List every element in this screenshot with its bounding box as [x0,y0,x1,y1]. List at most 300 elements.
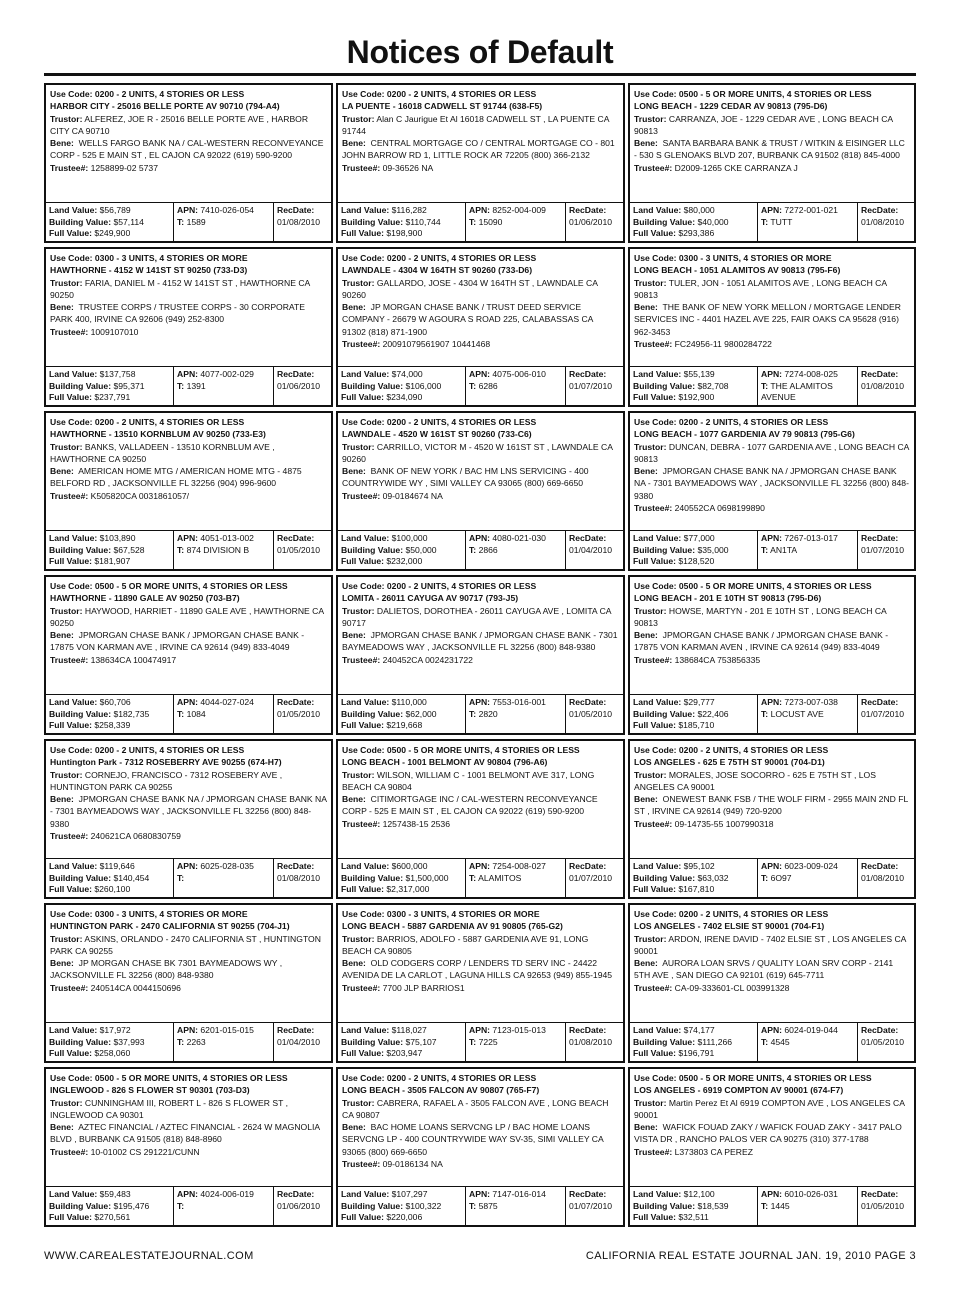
use-code: Use Code: 0300 - 3 UNITS, 4 STORIES OR MORE [634,253,832,263]
apn-column [758,531,858,569]
trustee-value: 09-14735-55 1007990318 [674,818,774,829]
building-value-row [341,1037,462,1049]
trustee-label: Trustee#: [342,982,381,993]
trustee-value: 240452CA 0024231722 [382,654,473,665]
bene-value: OLD CODGERS CORP / LENDERS TD SERV INC - 24422 AVENIDA DE LA CARLOT , LAGUNA HILLS CA 92653 (949) 855-1945 [342,958,613,981]
land-value: $77,000 [683,533,715,543]
tract-label: T: [177,1200,185,1211]
building-value: $195,476 [113,1200,150,1211]
land-value-row [633,861,754,873]
bene-line [50,629,327,654]
land-label: Land Value: [633,369,682,379]
full-value-row [49,884,170,896]
apn-row [177,1025,270,1037]
use-code: Use Code: 0200 - 2 UNITS, 4 STORIES OR LESS [342,417,537,427]
trustor-label: Trustor: [50,605,83,616]
full-value: $249,900 [94,228,131,238]
tract-label: T: [469,1200,477,1211]
trustor-value: HAYWOOD, HARRIET - 11890 GALE AVE , HAWTHORNE CA 90250 [50,605,324,628]
building-value: $182,735 [113,708,150,719]
bene-value: JP MORGAN CHASE BANK / TRUST DEED SERVICE COMPANY - 26679 W AGOURA S ROAD 225, CALABASSAS CA 91302 (818) 871-1900 [342,302,593,337]
apn-value: 4075-006-010 [492,369,546,379]
land-value-row [341,533,462,545]
apn-label: APN: [177,1189,199,1199]
trustee-line [50,490,327,502]
trustor-line [634,1097,910,1122]
bene-label: Bene: [634,466,658,477]
apn-column [758,859,858,897]
values-column [338,203,466,241]
property-address: LONG BEACH - 1229 CEDAR AV 90813 (795-D6) [634,101,828,112]
trustee-line [342,1158,619,1170]
apn-label: APN: [177,369,199,379]
tract-label: T: [469,708,477,719]
tract-row [469,381,562,393]
recdate-label: RecDate: [277,533,315,543]
trustor-line [50,277,327,302]
trustee-value: D2009-1265 CKE CARRANZA J [674,162,798,173]
notice-card [44,575,333,735]
notice-details [338,85,623,205]
tract-row [469,873,562,885]
recdate-column [274,859,331,897]
land-value-row [49,697,170,709]
full-value: $234,090 [386,392,423,402]
bene-label: Bene: [634,302,658,313]
apn-value: 7272-001-021 [784,205,838,215]
apn-label: APN: [469,533,491,543]
building-value-row [633,381,754,393]
property-address: LONG BEACH - 1001 BELMONT AV 90804 (796-A6) [342,757,548,768]
land-value: $107,297 [391,1189,428,1199]
land-value: $60,706 [99,697,131,707]
notice-card [628,903,916,1063]
full-value: $181,907 [94,556,131,566]
full-value: $258,060 [94,1048,131,1058]
recdate-label: RecDate: [861,533,899,543]
recdate-label: RecDate: [569,1189,607,1199]
bene-label: Bene: [634,138,658,149]
apn-column [758,203,858,241]
trustee-line [634,818,910,830]
land-label: Land Value: [633,697,682,707]
tract-label: T: [469,1036,477,1047]
full-value: $128,520 [678,556,715,566]
trustee-line [634,338,910,350]
land-label: Land Value: [49,861,98,871]
recdate-column [274,203,331,241]
apn-column [466,859,566,897]
apn-label: APN: [177,1025,199,1035]
apn-row [761,205,854,217]
recdate-value: 01/08/2010 [277,216,321,227]
recdate-value: 01/08/2010 [569,1036,613,1047]
apn-row [177,1189,270,1201]
tract-row [469,1037,562,1049]
building-label: Building Value: [633,380,696,391]
bene-label: Bene: [634,630,658,641]
values-column [46,367,174,405]
bene-label: Bene: [634,1122,658,1133]
values-column [630,367,758,405]
building-value-row [341,873,462,885]
recdate-label: RecDate: [277,1189,315,1199]
tract-label: T: [761,1036,769,1047]
recdate-value: 01/04/2010 [277,1036,321,1047]
full-value: $192,900 [678,392,715,402]
notice-card [628,739,916,899]
trustee-label: Trustee#: [342,162,381,173]
recdate-value: 01/07/2010 [569,872,613,883]
recdate-label: RecDate: [277,369,315,379]
trustor-value: BANKS, VALLADEEN - 13510 KORNBLUM AVE , HAWTHORNE CA 90250 [50,441,275,464]
building-value: $37,993 [113,1036,145,1047]
apn-label: APN: [469,1189,491,1199]
trustor-label: Trustor: [50,933,83,944]
values-column [630,203,758,241]
recdate-value: 01/06/2010 [569,216,613,227]
apn-row [469,533,562,545]
land-value: $100,000 [391,533,428,543]
recdate-column [274,367,331,405]
building-value: $75,107 [405,1036,437,1047]
trustee-label: Trustee#: [634,503,673,514]
recdate-value: 01/04/2010 [569,544,613,555]
trustee-line [342,982,619,994]
apn-value: 7273-007-038 [784,697,838,707]
use-code: Use Code: 0200 - 2 UNITS, 4 STORIES OR LESS [50,745,245,755]
apn-value: 6025-028-035 [200,861,254,871]
full-value: $2,317,000 [386,884,430,894]
building-label: Building Value: [49,380,112,391]
tract-value: 7225 [478,1036,498,1047]
apn-value: 6201-015-015 [200,1025,254,1035]
apn-label: APN: [761,861,783,871]
apn-label: APN: [469,205,491,215]
recdate-column [858,859,914,897]
tract-label: T: [761,708,769,719]
full-value-row [633,720,754,732]
land-value: $29,777 [683,697,715,707]
apn-value: 7147-016-014 [492,1189,546,1199]
bene-label: Bene: [342,630,366,641]
trustor-value: WILSON, WILLIAM C - 1001 BELMONT AVE 317, LONG BEACH CA 90804 [342,769,595,792]
bene-value: THE BANK OF NEW YORK MELLON / MORTGAGE LENDER SERVICES INC - 4401 HAZEL AVE 225, FAIR OAKS CA 95628 (916) 962-3453 [634,302,901,337]
trustor-line [342,1097,619,1122]
bene-label: Bene: [634,958,658,969]
full-label: Full Value: [49,1212,92,1222]
trustee-value: 1257438-15 2536 [382,818,450,829]
land-value-row [633,369,754,381]
full-label: Full Value: [633,884,676,894]
building-label: Building Value: [341,1200,404,1211]
trustee-label: Trustee#: [634,1146,673,1157]
notice-details [630,1069,914,1189]
full-value-row [633,884,754,896]
notice-details [338,905,623,1025]
full-value: $198,900 [386,228,423,238]
trustee-label: Trustee#: [342,654,381,665]
apn-label: APN: [469,697,491,707]
trustee-value: 240621CA 0680830759 [90,831,181,842]
full-value: $270,561 [94,1212,131,1222]
apn-row [761,697,854,709]
recdate-value: 01/05/2010 [277,708,321,719]
bene-line [634,957,910,982]
use-code: Use Code: 0200 - 2 UNITS, 4 STORIES OR LESS [50,89,245,99]
bene-value: CENTRAL MORTGAGE CO / CENTRAL MORTGAGE CO - 801 JOHN BARROW RD 1, LITTLE ROCK AR 72205 (800) 366-2132 [342,138,615,161]
trustor-label: Trustor: [342,933,375,944]
apn-column [174,203,274,241]
full-label: Full Value: [341,1048,384,1058]
tract-value: THE ALAMITOS AVENUE [761,380,833,402]
property-address: LAWNDALE - 4520 W 161ST ST 90260 (733-C6) [342,429,532,440]
recdate-label: RecDate: [861,861,899,871]
bene-label: Bene: [50,630,74,641]
trustee-line [342,490,619,502]
values-column [46,1023,174,1061]
tract-label: T: [761,216,769,227]
notice-details [338,741,623,861]
trustor-line [342,113,619,138]
building-value-row [633,1037,754,1049]
bene-line [342,1121,619,1158]
trustor-label: Trustor: [50,441,83,452]
value-table [630,694,914,733]
property-address: LAWNDALE - 4304 W 164TH ST 90260 (733-D6) [342,265,533,276]
trustee-label: Trustee#: [634,818,673,829]
land-value: $74,000 [391,369,423,379]
recdate-label: RecDate: [861,1025,899,1035]
tract-value: TUTT [770,216,793,227]
trustee-label: Trustee#: [342,490,381,501]
use-code: Use Code: 0200 - 2 UNITS, 4 STORIES OR LESS [342,89,537,99]
property-address: LONG BEACH - 201 E 10TH ST 90813 (795-D6) [634,593,822,604]
bene-value: CITIMORTGAGE INC / CAL-WESTERN RECONVEYANCE CORP - 525 E MAIN ST , EL CAJON CA 92022 (619) 590-9200 [342,794,598,817]
trustor-value: ASKINS, ORLANDO - 2470 CALIFORNIA ST , HUNTINGTON PARK CA 90255 [50,933,321,956]
trustor-line [342,605,619,630]
value-table [46,366,331,405]
bene-line [342,957,619,982]
building-value-row [341,381,462,393]
bene-line [342,465,619,490]
recdate-value: 01/08/2010 [861,380,905,391]
tract-label: T: [177,380,185,391]
recdate-column [858,1187,914,1225]
tract-value: 1589 [186,216,206,227]
trustee-label: Trustee#: [634,339,673,350]
bene-line [50,301,327,326]
apn-row [469,369,562,381]
building-label: Building Value: [633,216,696,227]
full-value: $196,791 [678,1048,715,1058]
tract-label: T: [469,216,477,227]
apn-label: APN: [177,533,199,543]
building-label: Building Value: [49,708,112,719]
recdate-value: 01/05/2010 [277,544,321,555]
bene-label: Bene: [50,302,74,313]
bene-line [342,301,619,338]
bene-value: JPMORGAN CHASE BANK / JPMORGAN CHASE BANK - 17875 VON KARMAN AVEN , IRVINE CA 92614 (949) 833-4049 [634,630,889,653]
notice-details [338,249,623,369]
building-value-row [633,873,754,885]
apn-label: APN: [761,697,783,707]
value-table [46,1186,331,1225]
bene-line [634,137,910,162]
land-value: $95,102 [683,861,715,871]
trustee-label: Trustee#: [50,326,89,337]
trustor-value: DUNCAN, DEBRA - 1077 GARDENIA AVE , LONG BEACH CA 90813 [634,441,909,464]
trustor-line [634,769,910,794]
apn-value: 7274-008-025 [784,369,838,379]
trustor-value: CARRANZA, JOE - 1229 CEDAR AVE , LONG BEACH CA 90813 [634,113,893,136]
trustor-line [50,769,327,794]
building-value-row [49,1037,170,1049]
trustee-value: 09-36526 NA [382,162,434,173]
tract-label: T: [177,1036,185,1047]
bene-line [50,465,327,490]
full-value-row [49,556,170,568]
tract-label: T: [177,708,185,719]
land-value: $119,646 [99,861,135,871]
trustee-value: L373803 CA PEREZ [674,1146,753,1157]
notice-card [628,411,916,571]
use-code: Use Code: 0300 - 3 UNITS, 4 STORIES OR MORE [342,909,540,919]
trustee-line [634,982,910,994]
bene-value: BANK OF NEW YORK / BAC HM LNS SERVICING - 400 COUNTRYWIDE WY , SIMI VALLEY CA 93065 (800) 669-6650 [342,466,589,489]
bene-label: Bene: [342,466,366,477]
notice-details [338,577,623,697]
apn-row [469,1189,562,1201]
trustor-label: Trustor: [342,277,375,288]
land-label: Land Value: [341,1025,390,1035]
bene-line [634,629,910,654]
value-table [338,694,623,733]
bene-value: BAC HOME LOANS SERVCNG LP / BAC HOME LOANS SERVCNG LP - 400 COUNTRYWIDE WAY SV-35, SIMI VALLEY CA 93065 (800) 669-6650 [342,1122,604,1157]
footer-site[interactable]: WWW.CAREALESTATEJOURNAL.COM [44,1250,254,1262]
tract-label: T: [761,544,769,555]
recdate-label: RecDate: [277,697,315,707]
use-code: Use Code: 0300 - 3 UNITS, 4 STORIES OR MORE [50,253,248,263]
notice-details [46,85,331,205]
tract-label: T: [177,544,185,555]
trustee-label: Trustee#: [634,982,673,993]
apn-label: APN: [761,205,783,215]
bene-value: SANTA BARBARA BANK & TRUST / WITKIN & EISINGER LLC - 530 S GLENOAKS BLVD 207, BURBANK CA 91502 (818) 845-4000 [634,138,905,161]
building-label: Building Value: [341,872,404,883]
property-address: HUNTINGTON PARK - 2470 CALIFORNIA ST 90255 (704-J1) [50,921,290,932]
apn-label: APN: [177,697,199,707]
use-code: Use Code: 0500 - 5 OR MORE UNITS, 4 STORIES OR LESS [50,1073,288,1083]
tract-label: T: [761,872,769,883]
recdate-value: 01/05/2010 [861,1036,905,1047]
full-value: $232,000 [386,556,423,566]
notice-card [628,247,916,407]
building-value-row [341,217,462,229]
tract-value: 874 DIVISION B [186,544,250,555]
full-value-row [341,884,462,896]
building-value-row [633,1201,754,1213]
full-value-row [49,720,170,732]
bene-line [634,465,910,502]
building-label: Building Value: [633,708,696,719]
bene-label: Bene: [342,794,366,805]
notice-details [630,85,914,205]
tract-value: ALAMITOS [478,872,522,883]
notice-details [46,905,331,1025]
trustor-line [634,441,910,466]
apn-label: APN: [469,369,491,379]
recdate-column [274,1187,331,1225]
recdate-column [566,367,623,405]
trustee-value: 20091079561907 10441468 [382,339,491,350]
use-code: Use Code: 0500 - 5 OR MORE UNITS, 4 STORIES OR LESS [634,1073,872,1083]
land-value-row [341,205,462,217]
land-label: Land Value: [49,205,98,215]
trustee-label: Trustee#: [50,162,89,173]
trustor-line [50,441,327,466]
apn-value: 7267-013-017 [784,533,838,543]
tract-row [761,545,854,557]
recdate-column [858,367,914,405]
full-label: Full Value: [341,884,384,894]
property-address: LOS ANGELES - 6919 COMPTON AV 90001 (674-F7) [634,1085,844,1096]
building-value-row [49,381,170,393]
tract-value: 2820 [478,708,498,719]
tract-value: 2866 [478,544,498,555]
land-value-row [341,861,462,873]
land-label: Land Value: [49,533,98,543]
trustor-label: Trustor: [342,769,375,780]
land-value: $137,758 [99,369,136,379]
values-column [46,1187,174,1225]
use-code: Use Code: 0500 - 5 OR MORE UNITS, 4 STORIES OR LESS [634,581,872,591]
apn-row [761,1025,854,1037]
recdate-label: RecDate: [569,205,607,215]
bene-value: JPMORGAN CHASE BANK NA / JPMORGAN CHASE BANK NA - 7301 BAYMEADOWS WAY , JACKSONVILLE FL 32256 (800) 848-9380 [634,466,909,501]
building-label: Building Value: [49,1200,112,1211]
bene-value: JPMORGAN CHASE BANK / JPMORGAN CHASE BANK - 17875 VON KARMAN AVE , IRVINE CA 92614 (949) 833-4049 [50,630,305,653]
tract-label: T: [469,544,477,555]
trustor-label: Trustor: [634,769,667,780]
bene-label: Bene: [342,1122,366,1133]
full-value-row [633,392,754,404]
recdate-value: 01/07/2010 [861,708,905,719]
bene-value: JPMORGAN CHASE BANK NA / JPMORGAN CHASE BANK NA - 7301 BAYMEADOWS WAY , JACKSONVILLE FL 32256 (800) 848-9380 [50,794,327,829]
trustor-label: Trustor: [634,933,667,944]
trustee-label: Trustee#: [634,654,673,665]
apn-row [761,1189,854,1201]
tract-value: 15090 [478,216,503,227]
recdate-column [566,859,623,897]
land-label: Land Value: [341,861,390,871]
trustor-line [634,277,910,302]
building-value: $18,539 [697,1200,729,1211]
tract-value: 1084 [186,708,206,719]
trustee-line [342,654,619,666]
building-value-row [49,1201,170,1213]
value-table [630,1186,914,1225]
full-value: $32,511 [678,1212,709,1222]
land-value-row [341,1025,462,1037]
notice-card [44,903,333,1063]
full-value-row [49,228,170,240]
trustee-label: Trustee#: [50,654,89,665]
trustor-line [342,769,619,794]
land-label: Land Value: [633,1189,682,1199]
full-value: $260,100 [94,884,131,894]
trustee-value: K505820CA 0031861057/ [90,490,190,501]
